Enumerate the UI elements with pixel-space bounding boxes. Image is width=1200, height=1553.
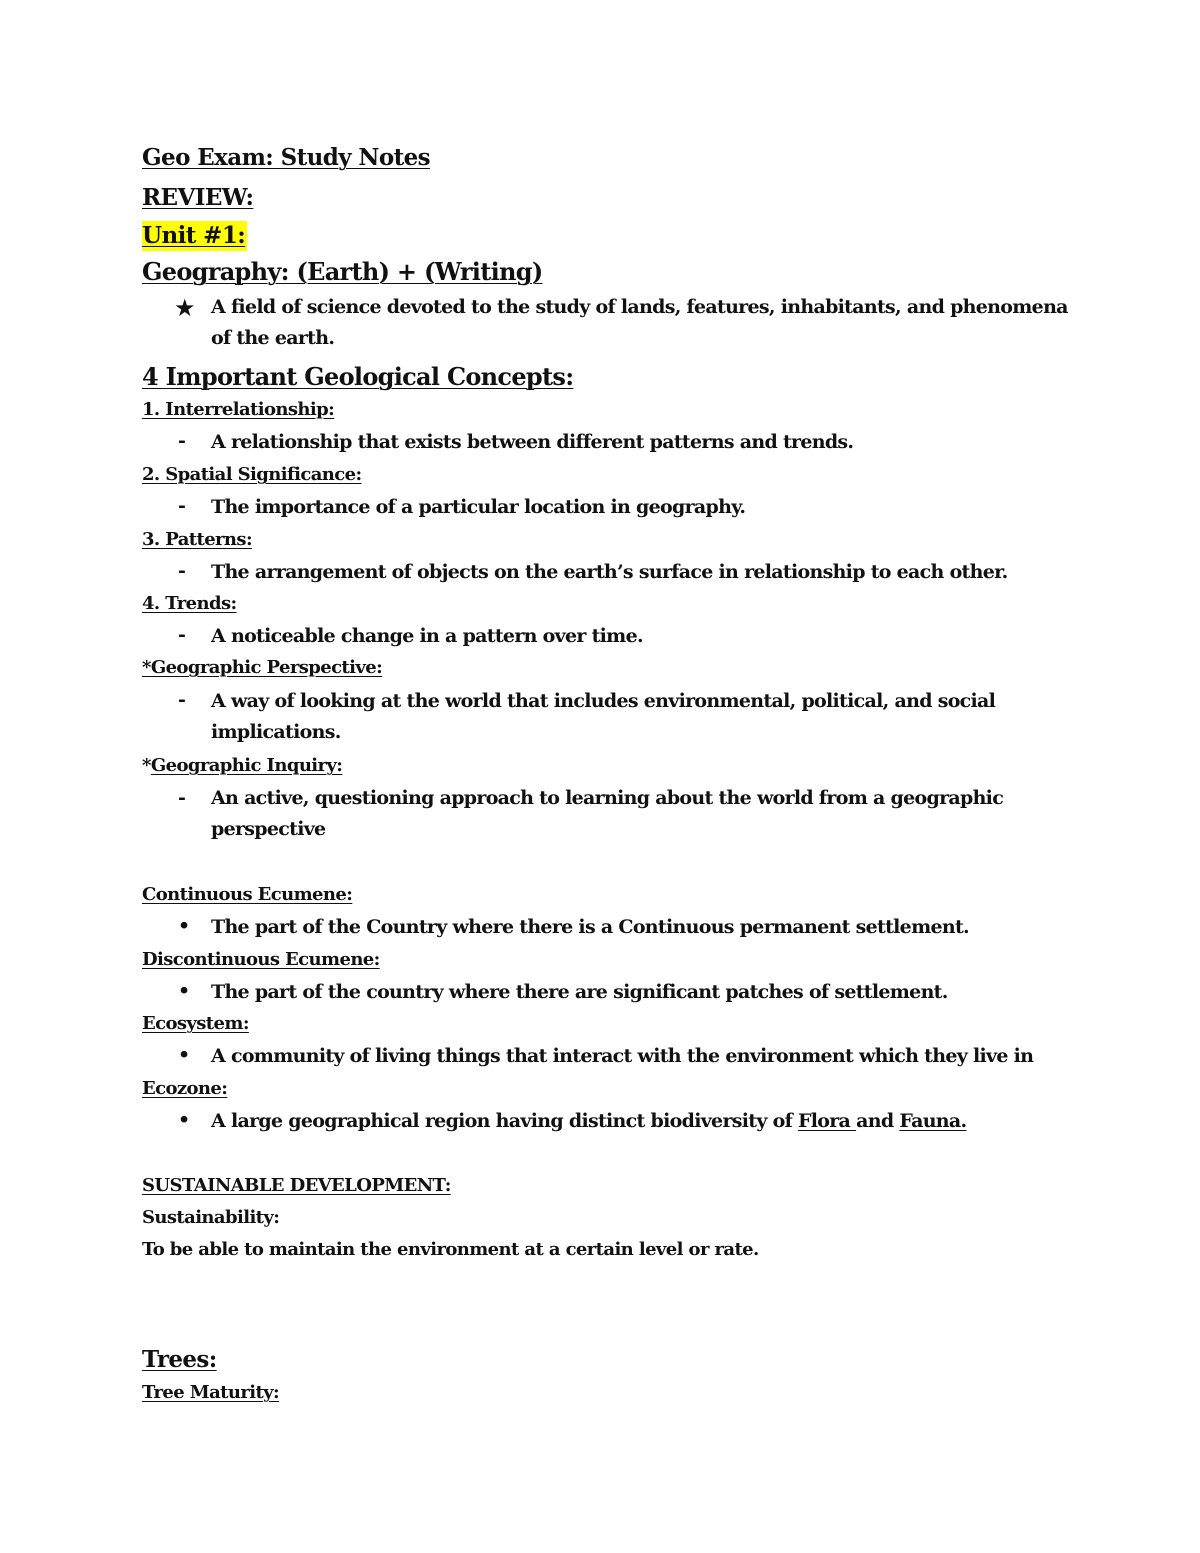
unit-heading-label: Unit #1: — [142, 222, 246, 249]
concept-term-interrelationship: 1. Interrelationship: — [142, 399, 335, 420]
geographic-perspective-def-line1: A way of looking at the world that includes environmental, political, and social — [211, 690, 996, 712]
concept-term-patterns: 3. Patterns: — [142, 529, 253, 550]
ecosystem-term: Ecosystem: — [142, 1013, 249, 1034]
geographic-perspective-term: *Geographic Perspective: — [142, 657, 383, 678]
dash-bullet-icon: - — [178, 689, 186, 711]
round-bullet-icon: • — [178, 1044, 191, 1066]
inquiry-term-label: Geographic Inquiry: — [150, 755, 343, 776]
and-word: and — [856, 1110, 900, 1132]
geography-definition-line2: of the earth. — [211, 327, 335, 349]
dash-bullet-icon: - — [178, 787, 186, 809]
dash-bullet-icon: - — [178, 430, 186, 452]
continuous-ecumene-term: Continuous Ecumene: — [142, 884, 353, 905]
ecozone-def-text: A large geographical region having distinct biodiversity of — [211, 1110, 798, 1132]
inquiry-star: * — [142, 755, 151, 776]
concept-def-trends: A noticeable change in a pattern over time. — [211, 625, 643, 647]
fauna-word: Fauna. — [899, 1110, 967, 1132]
concept-def-spatial-significance: The importance of a particular location in geography. — [211, 496, 746, 518]
round-bullet-icon: • — [178, 915, 191, 937]
ecosystem-def: A community of living things that interact with the environment which they live in — [211, 1045, 1034, 1067]
document-title: Geo Exam: Study Notes — [142, 144, 430, 171]
geographic-perspective-def-line2: implications. — [211, 721, 341, 743]
star-bullet-icon: ★ — [174, 294, 196, 322]
concepts-heading: 4 Important Geological Concepts: — [142, 362, 574, 391]
dash-bullet-icon: - — [178, 560, 186, 582]
sustainable-development-heading: SUSTAINABLE DEVELOPMENT: — [142, 1175, 451, 1196]
geographic-inquiry-term — [142, 757, 342, 775]
round-bullet-icon: • — [178, 980, 191, 1002]
geography-heading: Geography: (Earth) + (Writing) — [142, 257, 543, 286]
ecozone-def — [211, 1112, 966, 1131]
sustainability-term: Sustainability: — [142, 1207, 280, 1228]
discontinuous-ecumene-term: Discontinuous Ecumene: — [142, 949, 380, 970]
dash-bullet-icon: - — [178, 495, 186, 517]
round-bullet-icon: • — [178, 1109, 191, 1131]
flora-word: Flora — [797, 1110, 857, 1132]
tree-maturity-term: Tree Maturity: — [142, 1382, 280, 1403]
sustainability-def: To be able to maintain the environment at a certain level or rate. — [142, 1239, 759, 1260]
discontinuous-ecumene-def: The part of the country where there are significant patches of settlement. — [211, 981, 948, 1003]
unit-heading — [142, 224, 247, 247]
concept-def-patterns: The arrangement of objects on the earth’s surface in relationship to each other. — [211, 561, 1008, 583]
concept-term-trends: 4. Trends: — [142, 593, 237, 614]
ecozone-term: Ecozone: — [142, 1078, 228, 1099]
concept-term-spatial-significance: 2. Spatial Significance: — [142, 464, 362, 485]
concept-def-interrelationship: A relationship that exists between different patterns and trends. — [211, 431, 854, 453]
continuous-ecumene-def: The part of the Country where there is a Continuous permanent settlement. — [211, 916, 969, 938]
geographic-inquiry-def-line2: perspective — [211, 818, 326, 840]
review-heading: REVIEW: — [142, 184, 254, 211]
geography-definition-line1: A field of science devoted to the study of lands, features, inhabitants, and phenomena — [211, 296, 1068, 318]
geographic-inquiry-def-line1: An active, questioning approach to learning about the world from a geographic — [211, 787, 1004, 809]
trees-heading: Trees: — [142, 1346, 217, 1373]
dash-bullet-icon: - — [178, 624, 186, 646]
